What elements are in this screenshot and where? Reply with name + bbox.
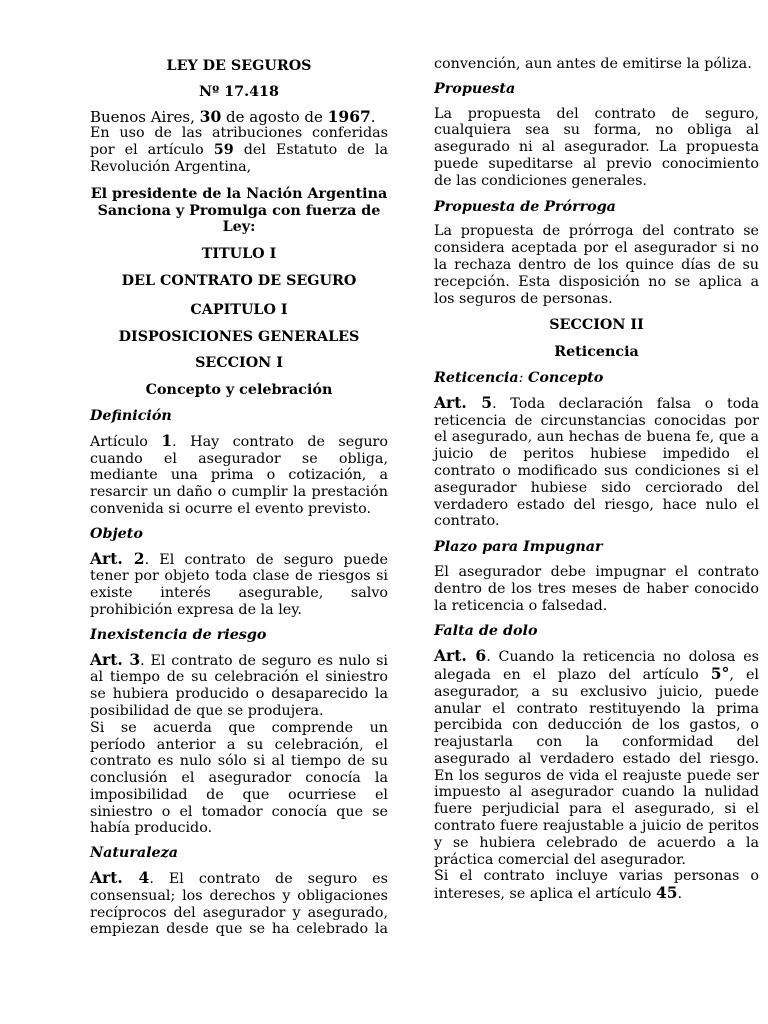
article-6-label: Art. 6 (434, 646, 487, 666)
seccion-2-heading: SECCION II (549, 317, 644, 334)
inexistencia-heading: Inexistencia de riesgo (90, 626, 267, 643)
article-6-ref2: 45 (655, 883, 678, 903)
date-line (90, 106, 388, 126)
law-title: LEY DE SEGUROS (166, 58, 312, 74)
propuesta-text: La propuesta del contrato de seguro, cualquiera sea su forma, no obliga al asegurado ni al asegurador. La propuesta puede supeditarse al previo conocimiento de las condiciones generales. (434, 105, 759, 189)
preamble-part1: por el artículo (90, 142, 204, 159)
plazo-heading: Plazo para Impugnar (434, 539, 603, 556)
reticencia-heading-colon: : (518, 369, 524, 386)
propuesta-heading: Propuesta (434, 80, 516, 97)
article-5-text: . Toda declaración falsa o toda reticencia de circunstancias conocidas por el asegurado, aun hechas de buena fe, que a juicio de peritos hubiese impedido el contrato o modificado sus condiciones si el asegurador hubiese sido cerciorado del verdadero estado del riesgo, hace nulo el contrato. (434, 395, 759, 530)
article-4-label: Art. 4 (90, 868, 150, 888)
seccion-name: Concepto y celebración (145, 382, 333, 399)
date-mid: de agosto de (226, 107, 323, 126)
titulo-heading: TITULO I (201, 246, 277, 263)
article-5 (434, 392, 759, 530)
definicion-heading: Definición (90, 407, 172, 424)
article-1 (90, 430, 388, 518)
objeto-heading: Objeto (90, 525, 143, 542)
dolo-heading: Falta de dolo (434, 623, 538, 640)
article-6-text2-a: Si el contrato incluye varias personas o intereses, se aplica el artículo (434, 868, 759, 903)
prorroga-text: La propuesta de prórroga del contrato se considera aceptada por el asegurador si no la rechaza dentro de los quince días de su recepción. Esta disposición no se aplica a los seguros de personas. (434, 223, 759, 307)
article-3 (90, 649, 388, 720)
right-column (434, 56, 759, 903)
article-6 (434, 648, 759, 868)
capitulo-heading: CAPITULO I (190, 301, 288, 318)
article-4 (90, 870, 388, 938)
prorroga-heading: Propuesta de Prórroga (434, 198, 616, 215)
article-4-continuation: convención, aun antes de emitirse la póliza. (434, 56, 752, 72)
plazo-text: El asegurador debe impugnar el contrato dentro de los tres meses de haber conocido la reticencia o falsedad. (434, 563, 759, 614)
preamble-line3: Revolución Argentina, (90, 158, 252, 175)
reticencia-heading-b: Concepto (527, 369, 604, 386)
titulo-name: DEL CONTRATO DE SEGURO (121, 272, 357, 289)
article-6-text-a: . Cuando la reticencia no dolosa es alegada en el plazo del artículo (434, 649, 759, 683)
article-5-label: Art. 5 (434, 392, 493, 412)
article-1-text: . Hay contrato de seguro cuando el asegurador se obliga, mediante una prima o cotización, a resarcir un daño o cumplir la prestación convenida si ocurre el evento previsto. (90, 433, 388, 517)
article-6-ref: 5° (710, 663, 730, 683)
article-6-paragraph-2 (434, 868, 759, 903)
preamble-line1: En uso de las atribuciones conferidas (90, 125, 388, 142)
preamble-line2 (90, 142, 388, 159)
article-1-label: Artículo (90, 433, 148, 450)
article-2-label: Art. 2 (90, 548, 145, 568)
article-6-text2-b: . (677, 886, 683, 903)
article-3-label: Art. 3 (90, 649, 141, 669)
seccion-2-name: Reticencia (554, 344, 639, 361)
article-4-text: . El contrato de seguro es consensual; los derechos y obligaciones recíprocos del asegurador y asegurado, empiezan desde que se ha celebrado la (90, 871, 388, 938)
preamble-article: 59 (213, 142, 234, 159)
article-3-text: . El contrato de seguro es nulo si al tiempo de su celebración el siniestro se hubiera producido o desaparecido la posibilidad de que se produjera. (90, 652, 388, 719)
seccion-heading: SECCION I (195, 355, 283, 372)
article-3-paragraph-2: Si se acuerda que comprende un período anterior a su celebración, el contrato es nulo sólo si al tiempo de su conclusión el asegurador conocía la imposibilidad de que ocurriese el siniestro o el tomador conocía que se había producido. (90, 719, 388, 837)
reticencia-heading (434, 370, 759, 387)
date-prefix: Buenos Aires, (90, 107, 195, 126)
date-year: 1967 (327, 106, 371, 126)
left-column (90, 56, 388, 938)
naturaleza-heading: Naturaleza (90, 845, 179, 862)
president-statement: El presidente de la Nación Argentina Sanciona y Promulga con fuerza de Ley: (90, 185, 388, 236)
article-2-text: . El contrato de seguro puede tener por objeto toda clase de riesgos si existe interés asegurable, salvo prohibición expresa de la ley. (90, 551, 388, 618)
capitulo-name: DISPOSICIONES GENERALES (118, 328, 360, 345)
date-day: 30 (199, 106, 222, 126)
date-end: . (370, 107, 376, 126)
article-1-number: 1 (161, 430, 173, 450)
preamble-part2: del Estatuto de la (243, 142, 388, 159)
reticencia-heading-a: Reticencia (434, 369, 519, 386)
article-2 (90, 548, 388, 619)
article-6-text-b: , el asegurador, a su exclusivo juicio, puede anular el contrato restituyendo la prima percibida con deducción de los gastos, o reajustarla con la conformidad del asegurado al verdadero estado del riesgo. En los seguros de vida el reajuste puede ser impuesto al asegurador cuando la nulidad fuere perjudicial para el asegurado, si el contrato fuere reajustable a juicio de peritos y se hubiera celebrado de acuerdo a la práctica comercial del asegurador. (434, 666, 760, 868)
law-number: Nº 17.418 (199, 83, 279, 100)
